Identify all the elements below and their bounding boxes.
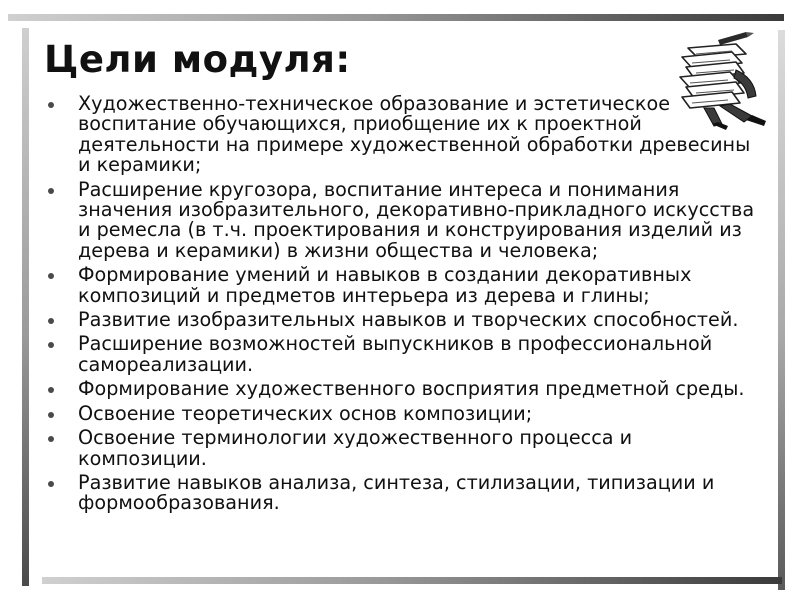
goal-item: Формирование умений и навыков в создании декоративных композиций и предметов интерьера из дерева и глины; — [42, 265, 767, 306]
goal-item: Расширение кругозора, воспитание интереса и понимания значения изобразительного, декоративно-прикладного искусства и ремесла (в т.ч. проектирования и конструирования изделий из дерева и керамики) в жизни общества и человека; — [42, 180, 767, 262]
bullet-icon — [48, 188, 54, 194]
pen-icon — [718, 32, 754, 45]
goals-list — [42, 94, 767, 518]
bullet-icon — [48, 412, 54, 418]
bullet-icon — [48, 318, 54, 324]
bullet-icon — [48, 102, 54, 108]
bullet-icon — [48, 387, 54, 393]
slide-frame-left-bar — [22, 28, 29, 586]
slide-frame-right-bar — [778, 30, 785, 590]
slide-frame-top-bar — [8, 14, 784, 21]
goal-item: Освоение теоретических основ композиции; — [42, 404, 767, 424]
goal-item: Расширение возможностей выпускников в профессиональной самореализации. — [42, 334, 767, 375]
goal-item: Художественно-техническое образование и эстетическое воспитание обучающихся, приобщение их к проектной деятельности на примере художественной обработки древесины и керамики; — [42, 94, 767, 176]
bullet-icon — [48, 481, 54, 487]
slide-title: Цели модуля: — [44, 38, 351, 81]
bullet-icon — [48, 436, 54, 442]
slide-frame-bottom-bar — [42, 577, 782, 584]
goal-item: Формирование художественного восприятия предметной среды. — [42, 379, 767, 399]
goal-item: Развитие изобразительных навыков и творческих способностей. — [42, 310, 767, 330]
bullet-icon — [48, 273, 54, 279]
goal-item: Развитие навыков анализа, синтеза, стилизации, типизации и формообразования. — [42, 473, 767, 514]
bullet-icon — [48, 342, 54, 348]
goal-item: Освоение терминологии художественного процесса и композиции. — [42, 428, 767, 469]
